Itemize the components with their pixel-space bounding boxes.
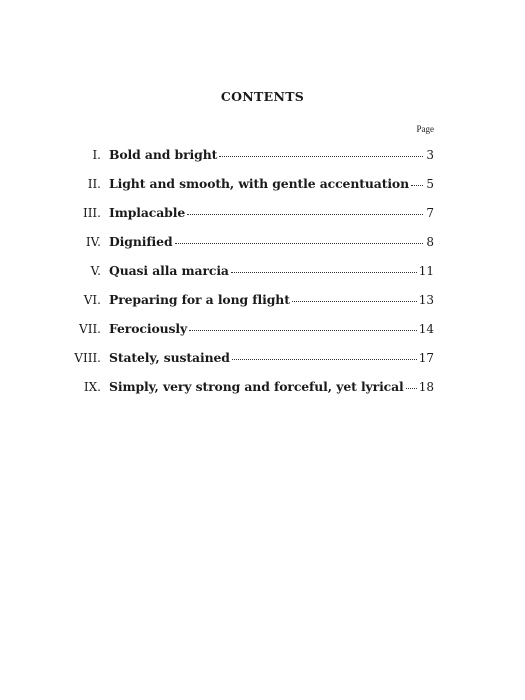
page-title: CONTENTS	[220, 89, 305, 104]
toc-entry[interactable]	[60, 292, 434, 321]
dot-leader	[189, 330, 417, 331]
entry-page-number: 18	[418, 380, 434, 394]
dot-leader	[232, 359, 417, 360]
entry-page-number: 17	[418, 351, 434, 365]
toc-entry[interactable]	[60, 263, 434, 292]
entry-number: V.	[90, 264, 101, 278]
entry-number: VIII.	[74, 351, 101, 365]
toc-entry[interactable]	[60, 379, 434, 408]
dot-leader	[219, 156, 423, 157]
toc-entry[interactable]	[60, 205, 434, 234]
toc-entry[interactable]	[60, 321, 434, 350]
dot-leader	[187, 214, 423, 215]
entry-page-number: 7	[426, 206, 434, 220]
toc-entry[interactable]	[60, 176, 434, 205]
entry-title: Simply, very strong and forceful, yet lyrical	[109, 379, 404, 394]
dot-leader	[411, 185, 423, 186]
dot-leader	[292, 301, 417, 302]
entry-page-number: 14	[418, 322, 434, 336]
toc-entry[interactable]	[60, 350, 434, 379]
entry-title: Implacable	[109, 205, 186, 220]
entry-number: I.	[92, 148, 101, 162]
entry-page-number: 8	[426, 235, 434, 249]
entry-number: II.	[87, 177, 101, 191]
entry-title: Stately, sustained	[109, 350, 230, 365]
entry-number: VI.	[83, 293, 101, 307]
toc-entry[interactable]	[60, 234, 434, 263]
entry-title: Bold and bright	[109, 147, 218, 162]
entry-page-number: 13	[418, 293, 434, 307]
table-of-contents	[60, 147, 434, 408]
entry-title: Quasi alla marcia	[109, 263, 229, 278]
entry-page-number: 5	[426, 177, 434, 191]
dot-leader	[406, 388, 417, 389]
entry-page-number: 3	[426, 148, 434, 162]
entry-title: Ferociously	[109, 321, 188, 336]
entry-number: III.	[82, 206, 101, 220]
entry-title: Dignified	[109, 234, 173, 249]
toc-entry[interactable]	[60, 147, 434, 176]
entry-page-number: 11	[418, 264, 434, 278]
dot-leader	[175, 243, 423, 244]
entry-title: Preparing for a long flight	[109, 292, 290, 307]
entry-title: Light and smooth, with gentle accentuation	[109, 176, 409, 191]
entry-number: IV.	[85, 235, 101, 249]
dot-leader	[231, 272, 417, 273]
entry-number: VII.	[79, 322, 101, 336]
entry-number: IX.	[83, 380, 101, 394]
page-column-label: Page	[416, 124, 434, 134]
